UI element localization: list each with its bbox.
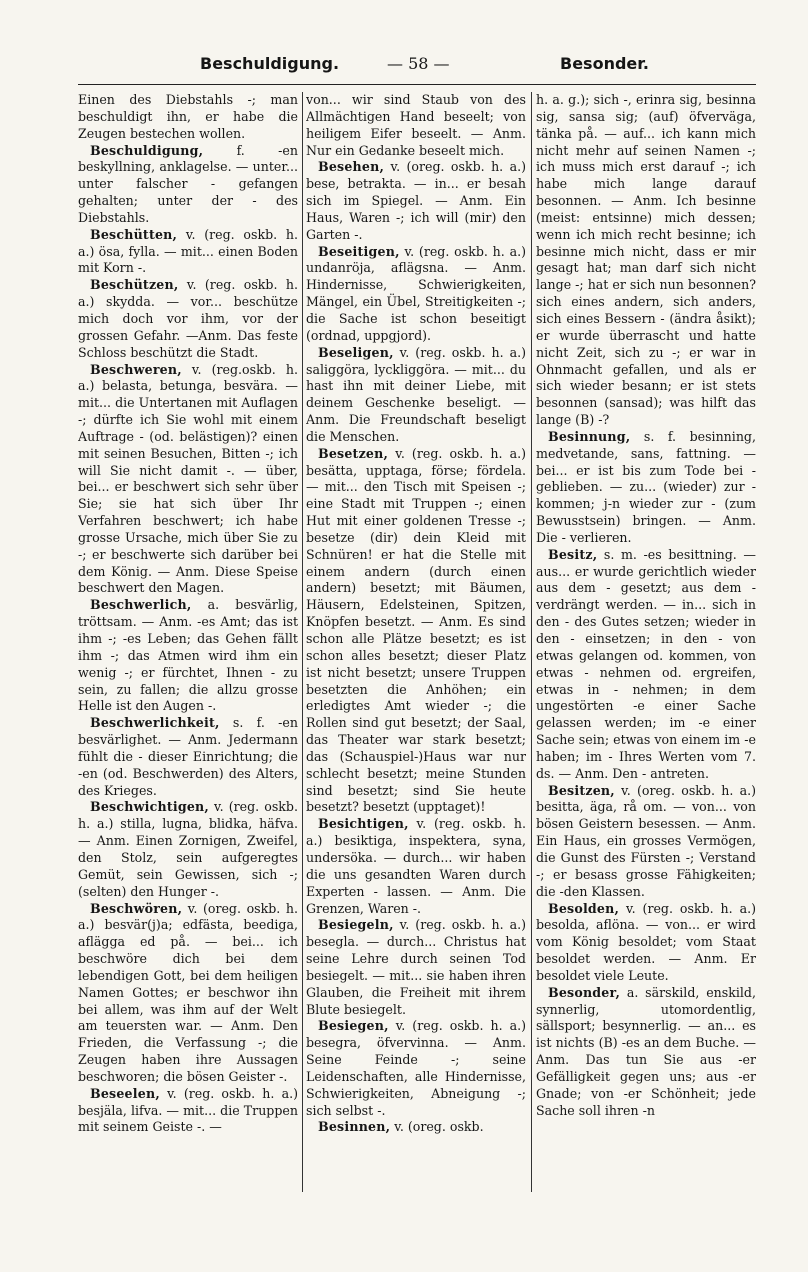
dictionary-entry bbox=[306, 816, 526, 917]
dictionary-entry bbox=[78, 92, 298, 143]
entry-text: v. (reg. oskb. h. a.) besolda, aflöna. — von... er wird vom König besoldet; vom Staat besoldet werden. — Anm. Er besoldet viele Leute. bbox=[536, 900, 756, 983]
entry-headword: Besinnung, bbox=[548, 428, 631, 444]
entry-text: v. (oreg. oskb. h. a.) bese, betrakta. — in... er besah sich im Spiegel. — Anm. Ein Haus, Waren -; ich will (mir) den Garten -. bbox=[306, 159, 526, 242]
entry-headword: Besehen, bbox=[318, 159, 385, 175]
entry-text: s. f. besinning, medvetande, sans, fattning. — bei... er ist bis zum Tode bei - geblieben. — zu... (wieder) zur - kommen; j-n wieder zur - (zum Bewusstsein) bringen. — Anm. Die - verlieren. bbox=[536, 428, 756, 545]
dictionary-entry bbox=[78, 799, 298, 900]
entry-text: f. -en beskyllning, anklagelse. — unter... unter falscher - gefangen gehalten; unter der - des Diebstahls. bbox=[78, 142, 298, 225]
entry-headword: Beschwerlichkeit, bbox=[90, 715, 220, 731]
entry-text: v. (reg. oskb. h. a.) besegra, öfvervinna. — Anm. Seine Feinde -; seine Leidenschaften, alle Hindernisse, Schwierigkeiten, Abneigung -; sich selbst -. bbox=[306, 1018, 526, 1118]
entry-headword: Besitzen, bbox=[548, 782, 615, 798]
dictionary-entry bbox=[536, 783, 756, 901]
entry-headword: Beseitigen, bbox=[318, 243, 400, 259]
dictionary-entry bbox=[78, 362, 298, 598]
dictionary-entry bbox=[536, 901, 756, 985]
dictionary-entry bbox=[536, 547, 756, 783]
entry-text: s. f. -en besvärlighet. — Anm. Jedermann fühlt die - dieser Einrichtung; die -en (od. Beschwerden) des Alters, des Krieges. bbox=[78, 715, 298, 798]
entry-text: v. (oreg. oskb. h. a.) besitta, äga, rå om. — von... von bösen Geistern besessen. — Anm. Ein Haus, ein grosses Vermögen, die Gunst des Fürsten -; Verstand -; er besass grosse Fähigkeiten; die -den Klassen. bbox=[536, 782, 756, 899]
page-number: — 58 — bbox=[387, 54, 450, 73]
dictionary-entry bbox=[306, 92, 526, 159]
column-3 bbox=[536, 92, 756, 1192]
column-1 bbox=[78, 92, 298, 1192]
entry-text: v. (reg. oskb. h. a.) besjäla, lifva. — mit... die Truppen mit seinem Geiste -. — bbox=[78, 1085, 298, 1135]
dictionary-entry bbox=[78, 227, 298, 278]
entry-text: v. (reg. oskb. h. a.) besätta, upptaga, förse; fördela. — mit... den Tisch mit Speisen -; eine Stadt mit Truppen -; einen Hut mit einer goldenen Tresse -; besetze (dir) dein Kleid mit Schnüren! er hat die Stelle mit einem andern (durch einen andern) besetzt; mit Bäumen, Häusern, Edelsteinen, Spitzen, Knöpfen besetzt. — Anm. Es sind schon alle Plätze besetzt; es ist schon alles besetzt; dieser Platz ist nicht besetzt; unsere Truppen besetzten die Anhöhen; ein erledigtes Amt wieder -; die Rollen sind gut besetzt; der Saal, das Theater war stark besetzt; das (Schauspiel-)Haus war nur schlecht besetzt; meine Stunden sind besetzt; sind Sie heute besetzt? besetzt (upptaget)! bbox=[306, 445, 526, 815]
dictionary-entry bbox=[78, 901, 298, 1086]
entry-text: v. (oreg. oskb. bbox=[390, 1119, 484, 1135]
dictionary-entry bbox=[306, 159, 526, 243]
dictionary-entry bbox=[306, 446, 526, 817]
entry-text: a. besvärlig, tröttsam. — Anm. -es Amt; das ist ihm -; -es Leben; das Gehen fällt ihm -; das Atmen wird ihm ein wenig -; er fürchtet, Ihnen - zu sein, zu fallen; die allzu grosse Helle ist den Augen -. bbox=[78, 597, 298, 714]
entry-headword: Beschütten, bbox=[90, 226, 178, 242]
dictionary-entry bbox=[78, 277, 298, 361]
entry-text: v. (reg. oskb. h. a.) besiktiga, inspektera, syna, undersöka. — durch... wir haben die uns gesandten Waren durch Experten - lassen. — Anm. Die Grenzen, Waren -. bbox=[306, 816, 526, 916]
entry-headword: Besitz, bbox=[548, 546, 598, 562]
dictionary-entry bbox=[306, 1018, 526, 1119]
dictionary-entry bbox=[78, 143, 298, 227]
entry-headword: Besiegen, bbox=[318, 1018, 389, 1034]
column-divider bbox=[302, 92, 303, 1192]
entry-headword: Besetzen, bbox=[318, 445, 389, 461]
dictionary-entry bbox=[78, 715, 298, 799]
entry-headword: Besonder, bbox=[548, 984, 621, 1000]
entry-headword: Besolden, bbox=[548, 900, 620, 916]
entry-text: a. särskild, enskild, synnerlig, utomordentlig, sällsport; besynnerlig. — an... es ist nichts (B) -es an dem Buche. — Anm. Das tun Sie aus -er Gefälligkeit gegen uns; aus -er Gnade; von -er Schönheit; jede Sache soll ihren -n bbox=[536, 984, 756, 1118]
entry-headword: Beseelen, bbox=[90, 1085, 160, 1101]
header-rule bbox=[78, 84, 756, 85]
entry-text: v. (reg. oskb. h. a.) undanröja, aflägsna. — Anm. Hindernisse, Schwierigkeiten, Mängel, ein Übel, Streitigkeiten -; die Sache ist schon beseitigt (ordnad, uppgjord). bbox=[306, 243, 526, 343]
entry-headword: Beschützen, bbox=[90, 277, 179, 293]
dictionary-entry bbox=[306, 345, 526, 446]
entry-headword: Beschwerlich, bbox=[90, 597, 192, 613]
entry-text: v. (reg.oskb. h. a.) belasta, betunga, besvära. — mit... die Untertanen mit Auflagen -; dürfte ich Sie wohl mit einem Auftrage - (od. belästigen)? einen mit seinen Besuchen, Bitten -; ich will Sie nicht damit -. — über, bei... er beschwert sich sehr über Sie; sie hat sich über Ihr Verfahren beschwert; ich habe grosse Ursache, mich über Sie zu -; er beschwerte sich darüber bei dem König. — Anm. Diese Speise beschwert den Magen. bbox=[78, 361, 298, 596]
running-head-right: Besonder. bbox=[560, 54, 649, 73]
entry-text: v. (reg. oskb. h. a.) skydda. — vor... beschütze mich doch vor ihm, vor der grossen Gefahr. —Anm. Das feste Schloss beschützt die Stadt. bbox=[78, 277, 298, 360]
dictionary-entry bbox=[306, 917, 526, 1018]
entry-text: v. (reg. oskb. h. a.) saliggöra, lyckliggöra. — mit... du hast ihn mit deiner Liebe, mit deinem Geschenke beseligt. — Anm. Die Freundschaft beseligt die Menschen. bbox=[306, 344, 526, 444]
dictionary-entry bbox=[306, 1119, 526, 1136]
entry-headword: Besinnen, bbox=[318, 1119, 391, 1135]
entry-headword: Besichtigen, bbox=[318, 816, 409, 832]
entry-text: v. (reg. oskb. h. a.) besegla. — durch... Christus hat seine Lehre durch seinen Tod besiegelt. — mit... sie haben ihren Glauben, die Freiheit mit ihrem Blute besiegelt. bbox=[306, 917, 526, 1017]
entry-text: h. a. g.); sich -, erinra sig, besinna sig, sansa sig; (auf) öfverväga, tänka på. — auf... ich kann mich nicht mehr auf seinen Namen -; ich muss mich erst darauf -; ich habe mich lange darauf besonnen. — Anm. Ich besinne (meist: entsinne) mich dessen; wenn ich mich recht besinne; ich besinne mich nicht, dass er mir gesagt hat; man darf sich nicht lange -; hat er sich nun besonnen? sich eines andern, sich anders, sich eines Bessern - (ändra åsikt); er wurde überrascht und hatte nicht Zeit, sich zu -; er war in Ohnmacht gefallen, und als er sich wieder besann; er ist stets besonnen (sansad); was hilft das lange (B) -? bbox=[536, 92, 756, 428]
column-2 bbox=[306, 92, 526, 1192]
entry-headword: Beschweren, bbox=[90, 361, 182, 377]
entry-headword: Beseligen, bbox=[318, 344, 394, 360]
entry-headword: Beschwören, bbox=[90, 900, 183, 916]
entry-text: v. (reg. oskb. h. a.) ösa, fylla. — mit... einen Boden mit Korn -. bbox=[78, 226, 298, 276]
running-head-left: Beschuldigung. bbox=[200, 54, 340, 73]
entry-text: Einen des Diebstahls -; man beschuldigt ihn, er habe die Zeugen bestechen wollen. bbox=[78, 92, 298, 141]
entry-text: v. (reg. oskb. h. a.) stilla, lugna, blidka, häfva. — Anm. Einen Zornigen, Zweifel, den Stolz, sein aufgeregtes Gemüt, sein Gewissen, sich -; (selten) den Hunger -. bbox=[78, 799, 298, 899]
entry-headword: Beschwichtigen, bbox=[90, 799, 209, 815]
entry-text: s. m. -es besittning. — aus... er wurde gerichtlich wieder aus dem - gesetzt; aus dem - verdrängt werden. — in... sich in den - des Gutes setzen; wieder in den - einsetzen; in den - von etwas gelangen od. kommen, von etwas - nehmen od. ergreifen, etwas in - nehmen; in dem ungestörten -e einer Sache gelassen werden; im -e einer Sache sein; etwas von einem im -e haben; im - Ihres Werten vom 7. ds. — Anm. Den - antreten. bbox=[536, 546, 756, 781]
column-divider bbox=[531, 92, 532, 1192]
dictionary-entry bbox=[536, 92, 756, 429]
entry-headword: Beschuldigung, bbox=[90, 142, 204, 158]
entry-text: v. (oreg. oskb. h. a.) besvär(j)a; edfästa, beediga, afläggа ed på. — bei... ich beschwöre dich bei dem lebendigen Gott, bei dem heiligen Namen Gottes; er beschwor ihn bei allem, was ihm auf der Welt am teuersten war. — Anm. Den Frieden, die Verfassung -; die Zeugen haben ihre Aussagen beschworen; die bösen Geister -. bbox=[78, 900, 298, 1084]
dictionary-entry bbox=[536, 985, 756, 1120]
dictionary-entry bbox=[78, 1086, 298, 1137]
dictionary-entry bbox=[306, 244, 526, 345]
dictionary-entry bbox=[78, 597, 298, 715]
dictionary-entry bbox=[536, 429, 756, 547]
entry-text: von... wir sind Staub von des Allmächtigen Hand beseelt; von heiligem Eifer beseelt. — Anm. Nur ein Gedanke beseelt mich. bbox=[306, 92, 526, 158]
entry-headword: Besiegeln, bbox=[318, 917, 394, 933]
